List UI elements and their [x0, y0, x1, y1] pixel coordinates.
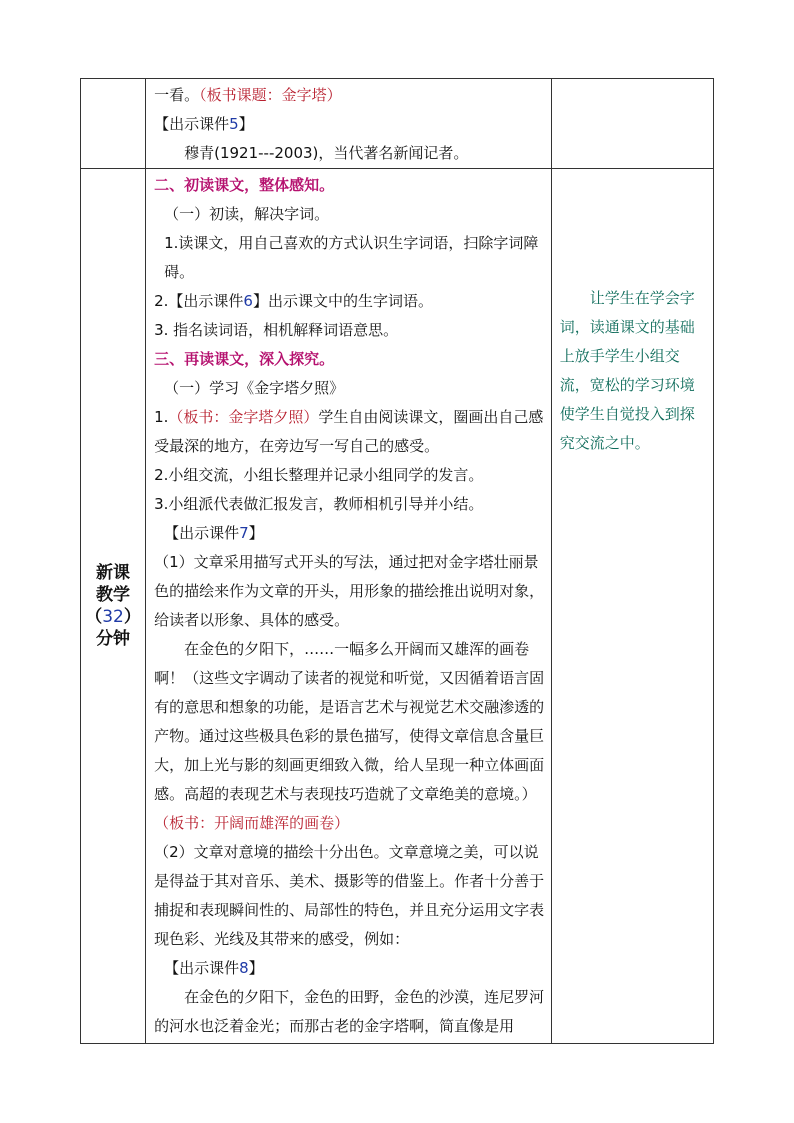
board-note: （板书：金字塔夕照） [168, 408, 319, 426]
content-cell-main [146, 169, 552, 1044]
section-label-cell [81, 169, 146, 1044]
note-cell [551, 169, 713, 1044]
paragraph: 在金色的夕阳下，……一幅多么开阔而又雄浑的画卷啊！（这些文字调动了读者的视觉和听觉，又因循着语言固有的意思和想象的功能，是语言艺术与视觉艺术交融渗透的产物。通过这些极具色彩的景色描写，使得文章信息含量巨大，加上光与影的刻画更细致入微，给人呈现一种立体画面感。高超的表现艺术与表现技巧造就了文章绝美的意境。）（板书：开阔而雄浑的画卷） [154, 640, 545, 832]
content-cell-top [146, 79, 552, 169]
courseware-marker: 【出示课件7】 [164, 524, 264, 542]
section-heading: 二、初读课文，整体感知。 [154, 176, 335, 194]
paragraph: 在金色的夕阳下，金色的田野，金色的沙漠，连尼罗河的河水也泛着金光；而那古老的金字塔啊，简直像是用 [154, 988, 545, 1035]
section-label: 新课 教学 （32） 分钟 [85, 563, 141, 649]
lesson-plan-table [80, 78, 714, 1044]
note-cell-empty [551, 79, 713, 169]
table-row [81, 169, 714, 1044]
subheading: （一）初读，解决字词。 [164, 205, 330, 223]
board-note: （板书课题：金字塔） [199, 86, 342, 104]
table-row [81, 79, 714, 169]
list-item: 1.（板书：金字塔夕照）学生自由阅读课文，圈画出自己感受最深的地方，在旁边写一写自己的感受。 [154, 408, 544, 455]
subheading: （一）学习《金字塔夕照》 [164, 379, 345, 397]
list-item: 2.小组交流，小组长整理并记录小组同学的发言。 [154, 466, 484, 484]
intro-line: 一看。（板书课题：金字塔） [154, 86, 342, 104]
list-item: 2.【出示课件6】出示课文中的生字词语。 [154, 292, 433, 310]
list-item: 3. 指名读词语，相机解释词语意思。 [154, 321, 399, 339]
design-note: 让学生在学会字词，读通课文的基础上放手学生小组交流，宽松的学习环境使学生自觉投入到探究交流之中。 [559, 289, 695, 452]
label-cell-empty [81, 79, 146, 169]
list-item: 1.读课文，用自己喜欢的方式认识生字词语，扫除字词障碍。 [164, 234, 539, 281]
list-item: 3.小组派代表做汇报发言，教师相机引导并小结。 [154, 495, 484, 513]
courseware-marker: 【出示课件8】 [164, 959, 264, 977]
section-heading: 三、再读课文，深入探究。 [154, 350, 335, 368]
courseware-marker: 【出示课件5】 [154, 115, 254, 133]
author-intro: 穆青(1921---2003)，当代著名新闻记者。 [184, 144, 469, 162]
paragraph: （2）文章对意境的描绘十分出色。文章意境之美，可以说是得益于其对音乐、美术、摄影等的借鉴上。作者十分善于捕捉和表现瞬间性的、局部性的特色，并且充分运用文字表现色彩、光线及其带来的感受，例如： [154, 843, 545, 948]
board-note: （板书：开阔而雄浑的画卷） [154, 814, 350, 832]
paragraph: （1）文章采用描写式开头的写法，通过把对金字塔壮丽景色的描绘来作为文章的开头，用形象的描绘推出说明对象，给读者以形象、具体的感受。 [154, 553, 545, 629]
